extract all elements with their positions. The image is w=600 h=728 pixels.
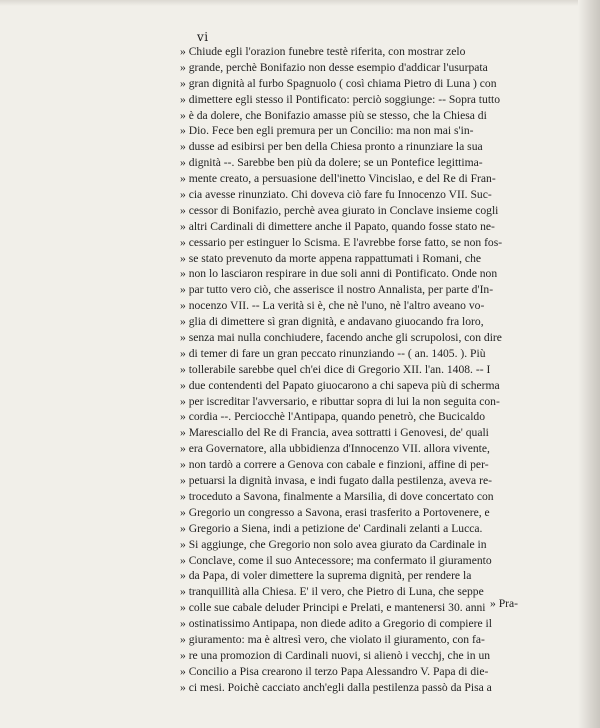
text-line: » grande, perchè Bonifazio non desse esempio d'addicar l'usurpata bbox=[180, 60, 488, 74]
text-line: » petuarsi la dignità invasa, e indi fugato dalla pestilenza, aveva re- bbox=[180, 474, 492, 488]
page-top-shadow bbox=[0, 0, 600, 6]
text-line: » è da dolere, che Bonifazio amasse più se stesso, che la Chiesa di bbox=[180, 108, 487, 122]
text-line: » Si aggiunge, che Gregorio non solo avea giurato da Cardinale in bbox=[180, 537, 487, 551]
text-line: » glia di dimettere sì gran dignità, e andavano giuocando fra loro, bbox=[180, 315, 484, 329]
text-line: » giuramento: ma è altresì vero, che violato il giuramento, con fa- bbox=[180, 632, 485, 646]
text-line: » cia avesse rinunziato. Chi doveva ciò fare fu Innocenzo VII. Suc- bbox=[180, 188, 492, 202]
text-line: » par tutto vero ciò, che asserisce il nostro Annalista, per parte d'In- bbox=[180, 283, 494, 297]
text-line: » Gregorio un congresso a Savona, erasi trasferito a Portovenere, e bbox=[180, 505, 490, 519]
text-line: » due contendenti del Papato giuocarono a chi sapeva più di scherma bbox=[180, 378, 500, 392]
text-line: » tollerabile sarebbe quel ch'ei dice di Gregorio XII. l'an. 1408. -- I bbox=[180, 362, 491, 376]
text-line: » per iscreditar l'avversario, e ributtar sopra di lui la non seguita con- bbox=[180, 394, 500, 408]
text-line: » nocenzo VII. -- La verità si è, che nè l'uno, nè l'altro aveano vo- bbox=[180, 299, 485, 313]
text-line: » cordia --. Perciocchè l'Antipapa, quando penetrò, che Bucicaldo bbox=[180, 410, 486, 424]
text-line: » troceduto a Savona, finalmente a Marsilia, di dove concertato con bbox=[180, 489, 494, 503]
text-line: » Gregorio a Siena, indi a petizione de' Cardinali zelanti a Lucca. bbox=[180, 521, 483, 535]
text-line: » di temer di fare un gran peccato rinunziando -- ( an. 1405. ). Più bbox=[180, 346, 486, 360]
text-line: » Chiude egli l'orazion funebre testè riferita, con mostrar zelo bbox=[180, 45, 466, 58]
text-line: » senza mai nulla conchiudere, facendo anche gli scrupolosi, con dire bbox=[180, 331, 502, 345]
text-line: » dimettere egli stesso il Pontificato: perciò soggiunge: -- Sopra tutto bbox=[180, 92, 501, 106]
text-line: » da Papa, di voler dimettere la suprema dignità, per rendere la bbox=[180, 569, 472, 583]
text-line: » dignità --. Sarebbe ben più da dolere; se un Pontefice legittima- bbox=[180, 156, 483, 170]
text-line: » cessario per estinguer lo Scisma. E l'avrebbe forse fatto, se non fos- bbox=[180, 235, 503, 249]
catchword: » Pra- bbox=[490, 597, 519, 610]
text-line: » ci mesi. Poichè cacciato anch'egli dalla pestilenza passò da Pisa a bbox=[180, 680, 492, 694]
text-line: » se stato prevenuto da morte appena rappattumati i Romani, che bbox=[180, 251, 482, 265]
text-line: » non tardò a correre a Genova con cabale e finzioni, affine di per- bbox=[180, 458, 489, 472]
page-right-edge bbox=[578, 0, 600, 728]
text-line: » dusse ad esibirsi per ben della Chiesa pronto a rinunziare la sua bbox=[180, 140, 483, 154]
text-line: » era Governatore, alla ubbidienza d'Innocenzo VII. allora vivente, bbox=[180, 442, 490, 456]
text-line: » Maresciallo del Re di Francia, avea sottratti i Genovesi, de' quali bbox=[180, 426, 489, 440]
text-line: » altri Cardinali di dimettere anche il Papato, quando fosse stato ne- bbox=[180, 219, 495, 233]
text-line: » ostinatissimo Antipapa, non diede adito a Gregorio di compiere il bbox=[180, 617, 493, 631]
text-line: » gran dignità al furbo Spagnuolo ( così chiama Pietro di Luna ) con bbox=[180, 76, 497, 90]
text-line: » colle sue cabale deluder Principi e Prelati, e mantenersi 30. anni bbox=[180, 601, 486, 615]
page-number: vi bbox=[197, 30, 209, 44]
text-line: » mente creato, a persuasione dell'inetto Vincislao, e del Re di Fran- bbox=[180, 172, 496, 186]
text-line: » tranquillità alla Chiesa. E' il vero, che Pietro di Luna, che seppe bbox=[180, 585, 484, 599]
text-line: » re una promozion di Cardinali nuovi, si alienò i vecchj, che in un bbox=[180, 648, 491, 662]
text-line: » Dio. Fece ben egli premura per un Concilio: ma non mai s'in- bbox=[180, 124, 474, 138]
text-line: » non lo lasciaron respirare in due soli anni di Pontificato. Onde non bbox=[180, 267, 498, 281]
text-line: » Concilio a Pisa crearono il terzo Papa Alessandro V. Papa di die- bbox=[180, 664, 489, 678]
text-line: » cessor di Bonifazio, perchè avea giurato in Conclave insieme cogli bbox=[180, 203, 499, 217]
text-line: » Conclave, come il suo Antecessore; ma confermato il giuramento bbox=[180, 553, 492, 567]
